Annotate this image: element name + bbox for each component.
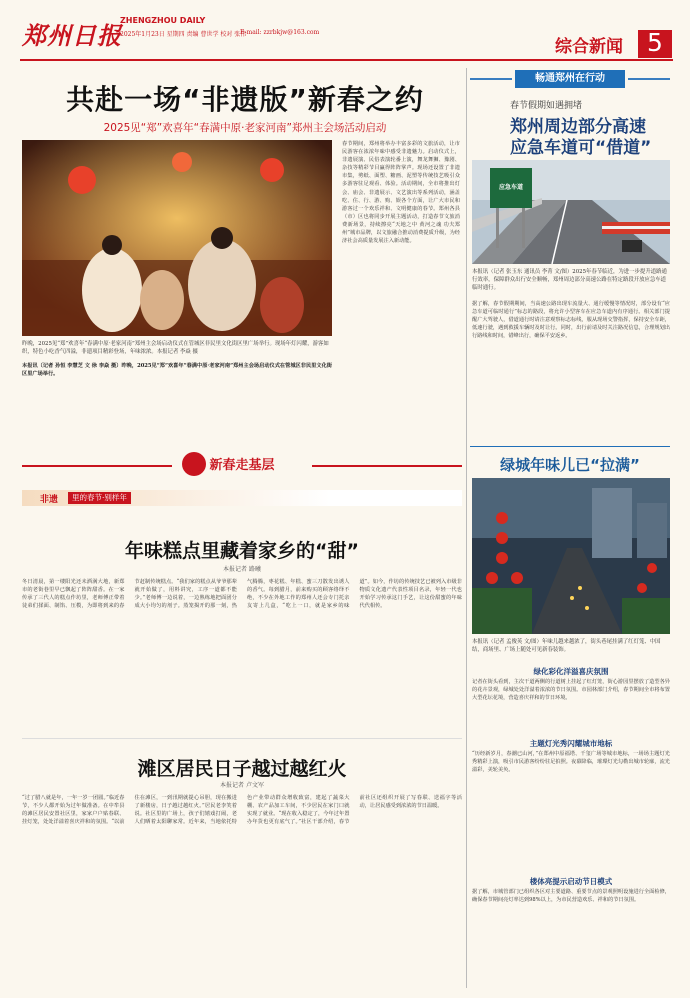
right-headline-line2: 应急车道可“借道” <box>510 138 652 158</box>
sub-heading-3: 楼体亮提示启动节日模式 <box>529 877 613 886</box>
sub-body-2: “历经新岁月，春潮已山河，”在郑州中原福塔、千玺广场等城市地标，一场场主题灯光秀精彩上演，吸引市民游客纷纷驻足拍照。夜幕降临，璀璨灯光勾勒出城市轮廓，流光溢彩，美轮美奂。 <box>472 751 670 774</box>
green-city-headline: 绿城年味儿已“拉满” <box>500 456 640 474</box>
road-sign-text: 应急车道 <box>498 184 523 191</box>
section-name: 综合新闻 <box>555 37 623 57</box>
date-line: 2025年1月23日 星期四 责编 曹世学 校对 张伟 <box>120 31 247 38</box>
right-headline-line1: 郑州周边部分高速 <box>510 117 646 137</box>
sub-body-3: 据了解，市城管部门已组织各区对主要道路、重要节点的景观照明设施进行全面检修，确保春节期间亮灯率达到98%以上，为市民营造欢乐、祥和的节日氛围。 <box>472 889 670 904</box>
feature-label: 里的春节·别样年 <box>68 492 131 504</box>
spring-banner-text: 新春走基层 <box>209 458 275 473</box>
story1-body: 冬日清晨，第一缕阳光还未洒满大地，新郑市的老街巷里早已飘起了阵阵甜香。在一家传承了三代人的糕点作坊里，老师傅正带着徒弟们揉面、制馅、压模，为即将到来的春节赶制传统糕点。“我们家的糕点从爷爷那辈就开始做了，用料讲究，工序一道都不能少。”老师傅一边说着，一边熟练地把面团分成大小均匀的剂子。蒸笼揭开的那一刻，热气腾腾，枣花糕、年糕、蜜三刀散发出诱人的香气。每到腊月，前来购买的顾客络绎不绝，不少在外地工作的郑州人还会专门托亲友寄上几盒，“吃上一口，就是家乡的味道”。如今，作坊的传统技艺已被列入市级非物质文化遗产代表性项目名录，年轻一代也开始学习传承这门手艺，让这份甜蜜的年味代代相传。 <box>22 579 462 610</box>
main-photo-caption: 昨晚，2025见“郑”欢喜年“春满中原·老家河南”郑州主会场启动仪式在管城区非民里文化街区里广场举行。现场年灯闪耀，游客如织，特色小吃香气四溢，非遗项目精彩登场，年味浓浓。本报记者 李焱 摄 <box>22 341 329 355</box>
right-kicker: 春节假期如遇拥堵 <box>510 101 583 111</box>
right-banner <box>470 70 670 88</box>
main-story-lead <box>22 362 332 438</box>
page-number: 5 <box>647 28 663 57</box>
main-photo <box>22 140 332 336</box>
banner-line-right <box>312 465 462 467</box>
sub-body-1: 记者在街头看到，主次干道两侧的行道树上挂起了红灯笼，街心游园里摆放了造型各异的花卉景观，绿城处处洋溢着浓浓的节日氛围。市园林部门介绍，春节期间全市将布置大型花坛花境，营造喜庆祥和的节日环境。 <box>472 679 670 702</box>
sub-heading-2: 主题灯光秀闪耀城市地标 <box>529 739 613 748</box>
main-subhead: 2025见“郑”欢喜年“春满中原·老家河南”郑州主会场活动启动 <box>103 122 387 134</box>
banner-wing-left <box>470 78 512 80</box>
masthead <box>0 0 690 64</box>
story2-headline: 滩区居民日子越过越红火 <box>137 758 347 780</box>
column-divider <box>466 68 467 988</box>
sub-heading-1: 绿化彩化洋溢喜庆氛围 <box>533 667 609 676</box>
feature-tag-bar <box>22 490 462 506</box>
newspaper-logo: 郑州日报 <box>22 21 122 50</box>
highway-caption: 本报讯（记者 张玉东 通讯员 李菁 文/图）2025年春节临近，为进一步提升道路通行效率，保障群众出行安全顺畅，郑州周边部分高速公路在特定路段开放应急车道临时通行。 <box>472 269 667 291</box>
story2-body: “过了腊八就是年，一年一岁一团圆。”临近春节，不少人都开始为过年做准备。在中牟县的滩区居民安置社区里，家家户户贴春联、挂灯笼，处处洋溢着喜庆祥和的氛围。“以前住在滩区，一到汛期就提心吊胆，现在搬进了新楼房，日子越过越红火。”居民老李笑着说。社区里的广场上，孩子们嬉戏打闹，老人们晒着太阳聊家常。近年来，当地依托特色产业带动群众增收致富，建起了蔬菜大棚、农产品加工车间，不少居民在家门口就实现了就业。“现在收入稳定了，今年过年置办年货也更有底气了。”社区干部介绍，春节前社区还组织开展了写春联、送福字等活动，让居民感受到浓浓的节日温暖。 <box>22 795 462 826</box>
feature-tag: 非遗 <box>40 495 59 505</box>
right-section-rule <box>470 446 670 447</box>
story1-byline: 本报记者 路曦 <box>223 566 261 573</box>
main-headline: 共赴一场“非遗版”新春之约 <box>66 83 424 116</box>
story1-headline: 年味糕点里藏着家乡的“甜” <box>125 540 359 562</box>
spring-banner <box>22 448 462 482</box>
highway-story-body: 据了解，春节假期期间，当高速公路出现车流量大、通行缓慢等情况时，部分设有“应急车道可临时通行”标志的路段，将允许小型客车在应急车道内有序通行。相关部门提醒广大驾驶人，借道通行时请注意观察标志标线，服从现场交警指挥，保持安全车距，低速行驶，遇到救援车辆时及时让行。同时，出行前请及时关注路况信息，合理规划出行路线和时间，错峰出行，确保平安返乡。 <box>472 301 670 340</box>
main-story-lead-text: 本报讯（记者 孙恒 李慧芝 文 徐 李焱 摄）昨晚，2025见“郑”欢喜年“春满中原·老家河南”郑州主会场启动仪式在管城区非民里文化街区里广场举行。 <box>22 363 332 378</box>
banner-wing-right <box>628 78 670 80</box>
street-photo <box>472 478 670 634</box>
story2-byline: 本报记者 卢文军 <box>220 782 264 789</box>
right-banner-text: 畅通郑州在行动 <box>515 70 625 88</box>
story-divider <box>22 738 462 739</box>
highway-photo <box>472 160 670 264</box>
street-caption: 本报讯（记者 孟俊英 文/图）年味儿越来越浓了，街头巷尾挂满了红灯笼、中国结，商场里、广场上随处可见新春装饰。 <box>472 639 661 653</box>
main-story-body-right: 春节期间，郑州将举办丰富多彩的文旅活动，让市民游客在浓浓年味中感受非遗魅力。启动仪式上，非遗展演、民俗表演轮番上演，舞龙舞狮、豫剧、杂技等精彩节目赢得阵阵掌声。现场还设置了非遗市集，剪纸、面塑、糖画、泥塑等传统技艺吸引众多游客驻足观看、体验。活动期间，全市将推出灯会、庙会、非遗展示、文艺演出等系列活动，涵盖吃、住、行、游、购、娱各个方面，让广大市民和游客过一个欢乐祥和、文明健康的春节。郑州各县（市）区也将同步开展主题活动，打造春节文旅消费新场景，持续擦亮“天地之中 黄河之魂 功夫郑州”城市品牌，以文旅融合推动消费提质升级，为经济社会高质量发展注入新动能。 <box>342 141 460 245</box>
logo-english: ZHENGZHOU DAILY <box>120 16 206 25</box>
email-line: E-mail: zzrbkjw@163.com <box>240 29 320 36</box>
banner-line-left <box>22 465 172 467</box>
masthead-rule <box>20 59 673 61</box>
